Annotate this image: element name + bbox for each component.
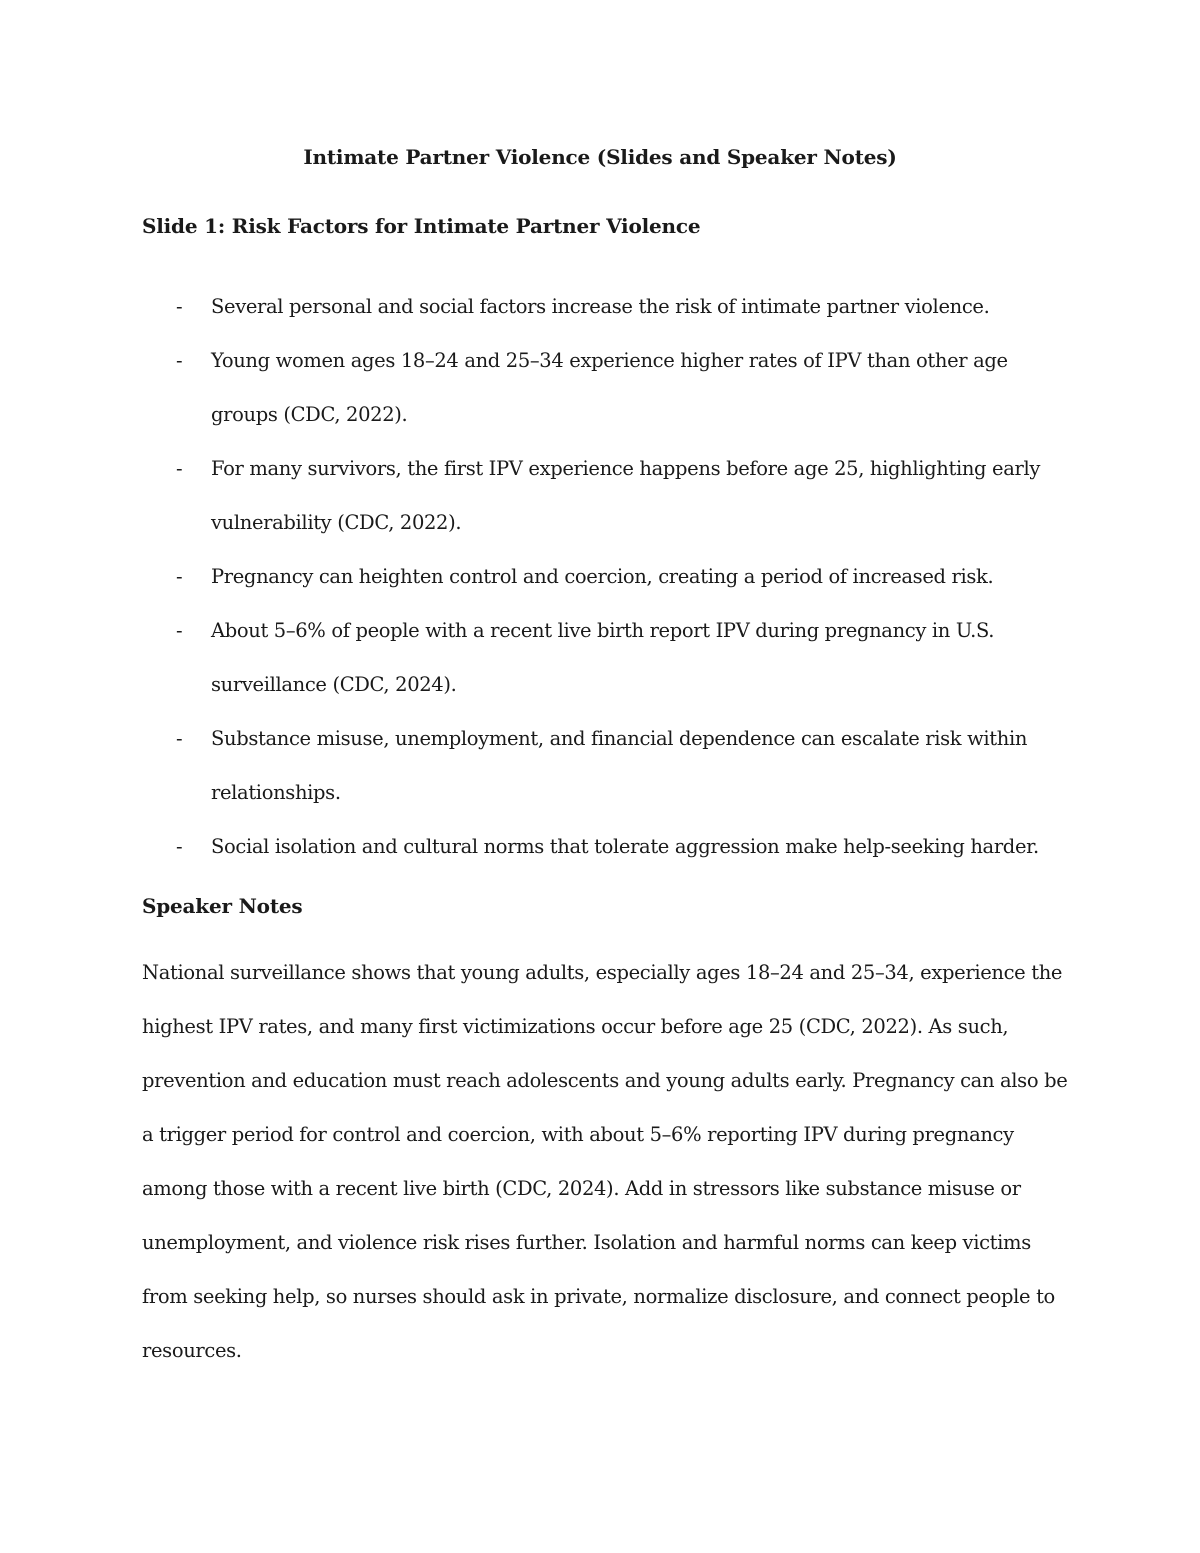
document-title: Intimate Partner Violence (Slides and Speaker Notes) (303, 145, 897, 169)
bullet-dash: - (176, 565, 183, 588)
list-item (0, 604, 1051, 712)
list-item (0, 550, 1051, 604)
bullet-dash: - (176, 619, 183, 642)
bullet-dash: - (176, 295, 183, 318)
bullet-dash: - (176, 457, 183, 480)
risk-factor-list (0, 280, 1200, 874)
list-item (0, 280, 1051, 334)
speaker-notes-heading: Speaker Notes (142, 894, 303, 918)
speaker-notes-paragraph: National surveillance shows that young adults, especially ages 18–24 and 25–34, experience the highest IPV rates, and many first victimizations occur before age 25 (CDC, 2022). As such, prevention and education must reach adolescents and young adults early. Pregnancy can also be a trigger period for control and coercion, with about 5–6% reporting IPV during pregnancy among those with a recent live birth (CDC, 2024). Add in stressors like substance misuse or unemployment, and violence risk rises further. Isolation and harmful norms can keep victims from seeking help, so nurses should ask in private, normalize disclosure, and connect people to resources. (142, 961, 1068, 1362)
list-item (0, 712, 1051, 820)
bullet-text: Several personal and social factors increase the risk of intimate partner violence. (211, 295, 990, 318)
bullet-text: Young women ages 18–24 and 25–34 experience higher rates of IPV than other age groups (CDC, 2022). (211, 349, 1008, 426)
bullet-dash: - (176, 835, 183, 858)
bullet-dash: - (176, 349, 183, 372)
bullet-text: Substance misuse, unemployment, and financial dependence can escalate risk within relationships. (211, 727, 1028, 804)
list-item (0, 442, 1051, 550)
bullet-text: For many survivors, the first IPV experience happens before age 25, highlighting early vulnerability (CDC, 2022). (211, 457, 1041, 534)
bullet-text: Social isolation and cultural norms that tolerate aggression make help-seeking harder. (211, 835, 1039, 858)
list-item (0, 334, 1051, 442)
slide-heading: Slide 1: Risk Factors for Intimate Partner Violence (142, 214, 701, 238)
bullet-dash: - (176, 727, 183, 750)
list-item (0, 820, 1051, 874)
bullet-text: Pregnancy can heighten control and coercion, creating a period of increased risk. (211, 565, 994, 588)
bullet-text: About 5–6% of people with a recent live birth report IPV during pregnancy in U.S. surveillance (CDC, 2024). (211, 619, 995, 696)
